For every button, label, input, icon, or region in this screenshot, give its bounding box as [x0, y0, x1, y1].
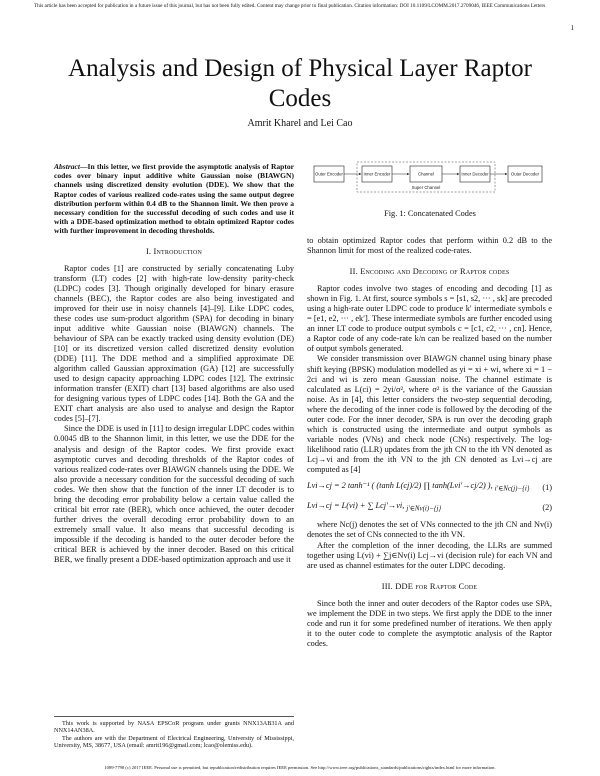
equation-1	[307, 481, 552, 495]
fig-label-outer-decoder: Outer Decoder	[510, 171, 540, 177]
fig-label-outer-encoder: Outer Encoder	[315, 171, 343, 177]
s3-paragraph-1: Since both the inner and outer decoders of the Raptor codes use SPA, we implement the DDE in two steps. We first apply the DDE to the inner code and run it for some predefined number of iterations. We then apply it to the outer code to complete the asymptotic analysis of the Raptor codes.	[307, 598, 552, 648]
s2-paragraph-2: We consider transmission over BIAWGN channel using binary phase shift keying (BPSK) modulation modelled as yi = xi + wi, where xi = 1 − 2ci and wi is zero mean Gaussian noise. The channel estimate is calculated as L(ci) = 2yi/σ², where σ² is the variance of the Gaussian noise. As in [4], this letter considers the two-step sequential decoding, where the decoding of the inner code is followed by the decoding of the outer code. For the inner decoder, SPA is run over the decoding graph which is constructed using the intermediate and output symbols as variable nodes (VNs) and check node (CNs) respectively. The log-likelihood ratio (LLR) updates from the jth CN to the ith VN denoted as Lcj→vi and from the ith VN to the jth CN denoted as Lvi→cj are computed as [4]	[307, 354, 552, 474]
equation-2	[307, 501, 552, 515]
s2-paragraph-1: Raptor codes involve two stages of encoding and decoding [1] as shown in Fig. 1. At first, source symbols s = [s1, s2, ··· , sk] are precoded using a high-rate outer LDPC code to produce k′ intermediate symbols e = [e1, e2, ··· , ek′]. These intermediate symbols are further encoded using an inner LT code to produce output symbols c = [c1, c2, ··· , cn]. Hence, a Raptor code of any code-rate k/n can be realized based on the number of output symbols generated.	[307, 284, 552, 354]
fig-label-inner-encoder: Inner Encoder	[363, 171, 391, 177]
authors: Amrit Kharel and Lei Cao	[247, 118, 353, 129]
section-heading-encoding-decoding: II. Encoding and Decoding of Raptor codes	[349, 267, 510, 277]
intro-paragraph-1: Raptor codes [1] are constructed by serially concatenating Luby transform (LT) codes [2] with high-rate low-density parity-check (LDPC) codes [3]. Though originally developed for binary erasure channels (BEC), the Raptor codes are also being investigated and improved for their use in noisy channels [4]–[9]. Like LDPC codes, these codes use sum-product algorithm (SPA) for decoding in binary input additive white Gaussian noise (BIAWGN) channels. The behaviour of SPA can be exactly tracked using density evolution (DE) [10] or its discretized version called discretized density evolution (DDE) [11]. The DDE method and a simplified approximate DE algorithm called Gaussian approximation (GA) [12] are successfully used to design capacity approaching LDPC codes [12]. The extrinsic information transfer (EXIT) chart [13] based algorithms are also used for designing various types of LDPC codes [14]. Both the GA and the EXIT chart analysis are also used to analyse and design the Raptor codes [5]–[7].	[54, 263, 294, 424]
figure-caption: Fig. 1: Concatenated Codes	[384, 209, 476, 218]
copyright-note: 1089-7798 (c) 2017 IEEE. Personal use is permitted, but republication/redistribution requires IEEE permission. See http://www.ieee.org/publications_standards/publications/rights/index.html for more information.	[104, 765, 496, 770]
right-column	[307, 236, 552, 649]
header-note: This article has been accepted for publication in a future issue of this journal, but has not been fully edited. Content may change prior to final publication. Citation information: DOI 10.1109/LCOMM.2017.2709046, IEEE Communications Letters	[34, 3, 546, 9]
s2-paragraph-3: where Nc(j) denotes the set of VNs connected to the jth CN and Nv(i) denotes the set of CNs connected to the ith VN.	[307, 520, 552, 540]
paper-title: Analysis and Design of Physical Layer Raptor Codes	[68, 55, 532, 112]
equation-2-body: Lvi→cj = L(vi) + ∑ Lcj′→vi,	[307, 500, 405, 510]
footnotes	[54, 716, 294, 750]
equation-1-body: Lvi→cj = 2 tanh⁻¹ ( (tanh L(cj)/2) ∏ tanh(Lvi′→cj/2) ),	[307, 481, 493, 491]
abstract-text: —In this letter, we first provide the asymptotic analysis of Raptor codes over binary input additive white Gaussian noise (BIAWGN) channels using discretized density evolution (DDE). We show that the Raptor codes of various realized code-rates using the same output degree distribution perform within 0.4 dB to the Shannon limit. We then prove a necessary condition for the successful decoding of such codes and use it with a DDE-based optimization method to obtain optimized Raptor codes with further improvement in decoding thresholds.	[54, 162, 294, 236]
left-column	[54, 162, 294, 565]
page-number: 1	[570, 24, 574, 32]
equation-1-subscript: i′∈Nc(j)−{i}	[494, 485, 530, 493]
s2-paragraph-4: After the completion of the inner decoding, the LLRs are summed together using L(vi) + ∑j∈Nv(i) Lcj→vi (decision rule) for each VN and are used as channel estimates for the outer LDPC decoding.	[307, 540, 552, 570]
fig-label-inner-decoder: Inner Decoder	[461, 171, 489, 177]
fig-label-channel: Channel	[417, 171, 435, 177]
abstract-label: Abstract	[54, 162, 80, 171]
intro-paragraph-2: Since the DDE is used in [11] to design irregular LDPC codes within 0.0045 dB to the Shannon limit, in this letter, we use the DDE for the analysis and design of the Raptor codes. We first provide exact asymptotic curves and decoding thresholds of the Raptor codes of various realized code-rates over BIAWGN channels using the DDE. We also provide a necessary condition for the successful decoding of such codes. We then show that the function of the inner LT decoder is to bring the decoding error probability below a certain value called the critical bit error rate (BER), which once achieved, the outer decoder further drives the overall decoding error probability down to an extremely small value. It also means that successful decoding is impossible if the decoding is handed to the outer decoder before the critical BER is achieved by the inner decoder. Based on this critical BER, we finally present a DDE-based optimization approach and use it	[54, 424, 294, 565]
footnote-affiliation: The authors are with the Department of Electrical Engineering, University of Mississippi, University, MS, 38677, USA (email: amrit196@gmail.com; lcao@olemiss.edu).	[54, 734, 294, 750]
section-heading-introduction: I. Introduction	[145, 246, 203, 256]
equation-2-number: (2)	[542, 502, 552, 512]
section-heading-dde: III. DDE for Raptor Code	[381, 581, 478, 591]
abstract	[54, 162, 294, 236]
concatenated-codes-figure	[310, 158, 550, 208]
fig-label-super-channel: Super Channel	[411, 185, 441, 190]
footnote-funding: This work is supported by NASA EPSCoR program under grants NNX13AB31A and NNX14AN38A.	[54, 720, 294, 735]
intro-continuation: to obtain optimized Raptor codes that perform within 0.2 dB to the Shannon limit for most of the realized code-rates.	[307, 236, 552, 256]
equation-2-subscript: j′∈Nv(i)−{j}	[406, 505, 442, 513]
equation-1-number: (1)	[542, 482, 552, 492]
